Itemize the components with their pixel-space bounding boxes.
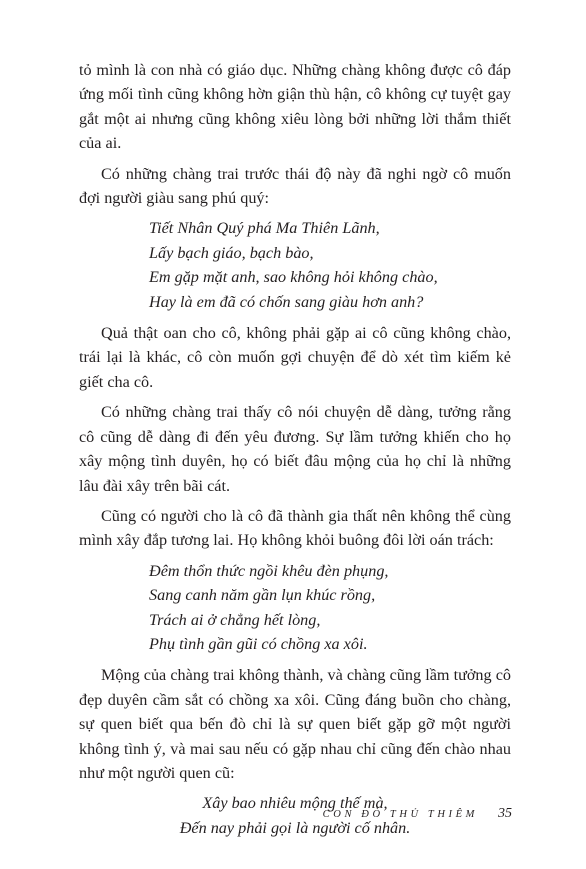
page-body	[79, 58, 511, 847]
verse-line: Phụ tình gần gũi có chồng xa xôi.	[149, 634, 368, 653]
paragraph: Quả thật oan cho cô, không phải gặp ai cô cũng không chào, trái lại là khác, cô còn muốn gợi chuyện để dò xét tìm kiếm kẻ giết cha cô.	[79, 324, 511, 391]
verse-block	[79, 216, 511, 314]
verse-block	[79, 559, 511, 657]
running-title: CON ĐÒ THỦ THIÊM	[322, 809, 478, 820]
paragraph: Có những chàng trai thấy cô nói chuyện dễ dàng, tưởng rằng cô cũng dễ dàng đi đến yêu đương. Sự lầm tưởng khiến cho họ xây mộng tình duyên, họ có biết đâu mộng của họ chỉ là những lâu đài xây trên bãi cát.	[79, 403, 511, 495]
verse-line: Đến nay phải gọi là người cố nhân.	[179, 818, 411, 837]
verse-line: Tiết Nhân Quý phá Ma Thiên Lãnh,	[149, 219, 380, 238]
verse-line: Sang canh năm gần lụn khúc rồng,	[149, 586, 376, 605]
paragraph: tỏ mình là con nhà có giáo dục. Những chàng không được cô đáp ứng mối tình cũng không hờn giận thù hận, cô không cự tuyệt gay gắt một ai nhưng cũng không xiêu lòng bởi những lời thắm thiết của ai.	[79, 61, 511, 153]
page-number: 35	[498, 806, 512, 821]
verse-line: Lấy bạch giáo, bạch bào,	[149, 243, 314, 262]
paragraph: Có những chàng trai trước thái độ này đã nghi ngờ cô muốn đợi người giàu sang phú quý:	[79, 164, 511, 208]
verse-line: Em gặp mặt anh, sao không hỏi không chào,	[149, 268, 438, 287]
paragraph: Mộng của chàng trai không thành, và chàng cũng lầm tưởng cô đẹp duyên cầm sắt có chồng xa xôi. Cũng đáng buồn cho chàng, sự quen biết qua bến đò chỉ là sự quen biết gặp gỡ một người không tình ý, và mai sau nếu có gặp nhau chỉ cũng đến chào nhau như một người quen cũ:	[79, 666, 511, 782]
page-footer	[0, 804, 512, 822]
verse-line: Hay là em đã có chốn sang giàu hơn anh?	[149, 292, 424, 311]
verse-line: Xây bao nhiêu mộng thế mà,	[202, 794, 388, 813]
verse-line: Đêm thổn thức ngồi khêu đèn phụng,	[149, 561, 389, 580]
paragraph: Cũng có người cho là cô đã thành gia thất nên không thể cùng mình xây đắp tương lai. Họ không khỏi buông đôi lời oán trách:	[79, 506, 511, 550]
verse-line: Trách ai ở chẳng hết lòng,	[149, 610, 321, 629]
